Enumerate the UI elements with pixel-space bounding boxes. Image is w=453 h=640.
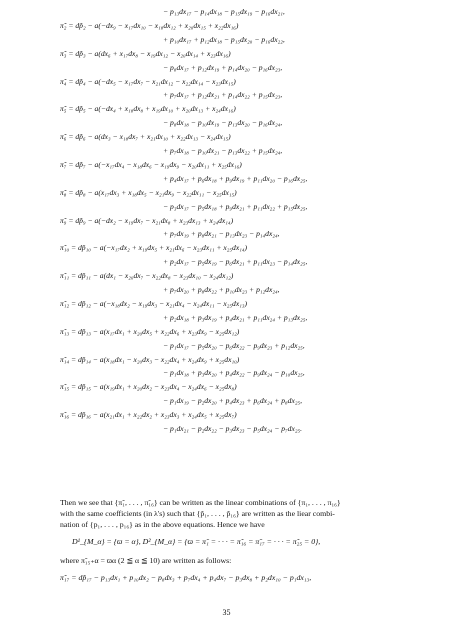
paragraph-line-2: with the same coefficients (in λ's) such that {p̃₁, . . . , p̃₁₆} are written as the liear combi- <box>60 509 335 518</box>
paragraph-line-1: Then we see that {π̃₁, . . . , π̃₁₆} can be written as the linear combinations of {π₁, . . . , π₁₆} <box>60 498 341 507</box>
final-equation: π̃₁₇ = dp̃₁₇ − p₁₃dx₁ + p₁₀dx₂ − p₈dx₃ + p₇dx₄ + p₄dx₇ − p₃dx₈ + p₂dx₁₀ − p₁dx₁₃, <box>60 573 312 582</box>
equation-line: π̃₁₃ = dp̃₁₃ − a(x₁₇dx₁ + x₂₀dx₅ + x₂₂dx₆ + x₂₃dx₉ − x₂₅dx₁₂) <box>60 326 240 336</box>
paragraph-line-3: nation of {p₁, . . . , p₁₆} as in the above equations. Hence we have <box>60 520 265 529</box>
equation-continuation: − p₁₃dx₁₇ − p₁₄dx₁₈ − p₁₅dx₁₉ − p₁₆dx₂₁, <box>163 7 285 16</box>
equation-continuation: + p₄dx₁₇ + p₆dx₁₈ + p₉dx₁₉ + p₁₁dx₂₀ − p₁₆dx₂₅, <box>163 173 308 183</box>
equation-line: π̃₂ = dp̃₂ − a(−dx₉ − x₁₇dx₁₀ − x₁₈dx₁₂ + x₂₀dx₁₅ + x₂₂dx₁₆) <box>60 20 239 30</box>
equation-continuation: − p₁dx₁₈ + p₃dx₂₀ + p₄dx₂₂ − p₉dx₂₄ − p₁₀dx₂₅, <box>163 368 305 378</box>
equation-line: π̃₄ = dp̃₄ − a(−dx₅ − x₁₇dx₇ − x₂₁dx₁₂ − x₂₂dx₁₄ − x₂₃dx₁₅) <box>60 76 236 86</box>
equation-line: π̃₁₂ = dp̃₁₂ − a(−x₁₈dx₂ − x₁₉dx₃ − x₂₁dx₄ − x₂₄dx₁₁ − x₂₅dx₁₃) <box>60 298 248 308</box>
equation-line: π̃₈ = dp̃₈ − a(x₁₇dx₃ + x₁₈dx₅ − x₂₁dx₉ − x₂₂dx₁₁ − x₂₅dx₁₅) <box>60 187 237 197</box>
equation-continuation: − p₁dx₁₉ − p₂dx₂₀ + p₄dx₂₃ + p₆dx₂₄ + p₈dx₂₅, <box>163 396 303 406</box>
equation-continuation: − p₈dx₁₇ + p₁₂dx₁₉ + p₁₄dx₂₀ − p₁₆dx₂₃, <box>163 62 283 72</box>
equation-line: π̃₆ = dp̃₆ − a(dx₃ − x₁₈dx₇ + x₂₁dx₁₀ + x₂₂dx₁₃ − x₂₄dx₁₅) <box>60 132 231 142</box>
equation-line: π̃₅ = dp̃₅ − a(−dx₄ + x₁₈dx₈ + x₁₉dx₁₀ + x₂₀dx₁₃ + x₂₄dx₁₆) <box>60 104 236 114</box>
equation-line: π̃₁₅ = dp̃₁₅ − a(x₁₉dx₁ + x₂₀dx₂ − x₂₃dx₄ − x₂₄dx₆ − x₂₅dx₈) <box>60 382 237 392</box>
page-number: 35 <box>222 608 231 617</box>
equation-continuation: + p₇dx₁₈ − p₁₀dx₂₁ − p₁₃dx₂₂ + p₁₅dx₂₄, <box>163 146 283 155</box>
where-line: where π̃₁₅₊α = ϖα (2 ≦ α ≦ 10) are written as follows: <box>60 556 232 565</box>
equation-continuation: + p₁₀dx₁₇ + p₁₂dx₁₈ − p₁₅dx₂₀ − p₁₆dx₂₂, <box>163 34 285 44</box>
equation-continuation: − p₁dx₂₁ − p₂dx₂₂ − p₃dx₂₃ − p₅dx₂₄ − p₇dx₂₅. <box>163 424 303 433</box>
equation-line: π̃₁₀ = dp̃₁₀ − a(−x₁₇dx₂ + x₁₉dx₅ + x₂₁dx₆ − x₂₃dx₁₁ + x₂₅dx₁₄) <box>60 243 248 253</box>
equation-continuation: − p₁dx₁₇ − p₅dx₂₀ − p₆dx₂₂ − p₉dx₂₃ + p₁₂dx₂₅, <box>163 340 305 350</box>
equation-continuation: + p₇dx₁₉ + p₈dx₂₁ − p₁₃dx₂₃ − p₁₄dx₂₄, <box>163 229 280 239</box>
equation-line: π̃₇ = dp̃₇ − a(−x₁₇dx₄ − x₁₈dx₆ − x₁₉dx₉ − x₂₀dx₁₁ + x₂₅dx₁₆) <box>60 159 242 169</box>
equation-continuation: + p₂dx₁₈ + p₃dx₁₉ + p₄dx₂₁ + p₁₁dx₂₄ + p₁₃dx₂₅, <box>163 312 308 322</box>
equation-line: π̃₁₆ = dp̃₁₆ − a(x₂₁dx₁ + x₂₂dx₂ + x₂₃dx₃ + x₂₄dx₅ + x₂₅dx₇) <box>60 410 237 420</box>
equation-continuation: + p₇dx₁₇ + p₁₂dx₂₁ + p₁₄dx₂₂ + p₁₅dx₂₃, <box>163 90 283 100</box>
equation-continuation: + p₂dx₁₇ − p₅dx₁₉ − p₆dx₂₁ + p₁₁dx₂₃ − p₁₄dx₂₅, <box>163 257 308 267</box>
equation-continuation: + p₇dx₂₀ + p₈dx₂₂ + p₁₀dx₂₃ + p₁₂dx₂₄, <box>163 285 280 294</box>
display-equation: D¹_{M_α} = {ϖ = α}, D²_{M_α} = {ϖ = π̃₁ = · · · = π̃₁₆ = π̃₁₇ = · · · = π̃₂₅ = 0}, <box>72 537 321 546</box>
equation-continuation: − p₈dx₁₈ − p₁₀dx₁₉ − p₁₃dx₂₀ − p₁₆dx₂₄, <box>163 118 283 128</box>
equation-continuation: − p₃dx₁₇ − p₅dx₁₈ + p₉dx₂₁ + p₁₁dx₂₂ + p₁₅dx₂₅, <box>163 201 308 211</box>
equation-line: π̃₁₄ = dp̃₁₄ − a(x₁₈dx₁ − x₂₀dx₃ − x₂₂dx₄ + x₂₄dx₉ + x₂₅dx₁₀) <box>60 354 240 364</box>
equation-line: π̃₁₁ = dp̃₁₁ − a(dx₁ − x₂₀dx₇ − x₂₂dx₈ − x₂₃dx₁₀ − x₂₄dx₁₂) <box>60 271 234 281</box>
equation-line: π̃₉ = dp̃₉ − a(−dx₂ − x₁₉dx₇ − x₂₁dx₈ + x₂₃dx₁₃ + x₂₄dx₁₄) <box>60 215 234 225</box>
equation-line: π̃₃ = dp̃₃ − a(dx₆ + x₁₇dx₈ − x₁₉dx₁₂ − x₂₀dx₁₄ + x₂₃dx₁₆) <box>60 48 231 58</box>
